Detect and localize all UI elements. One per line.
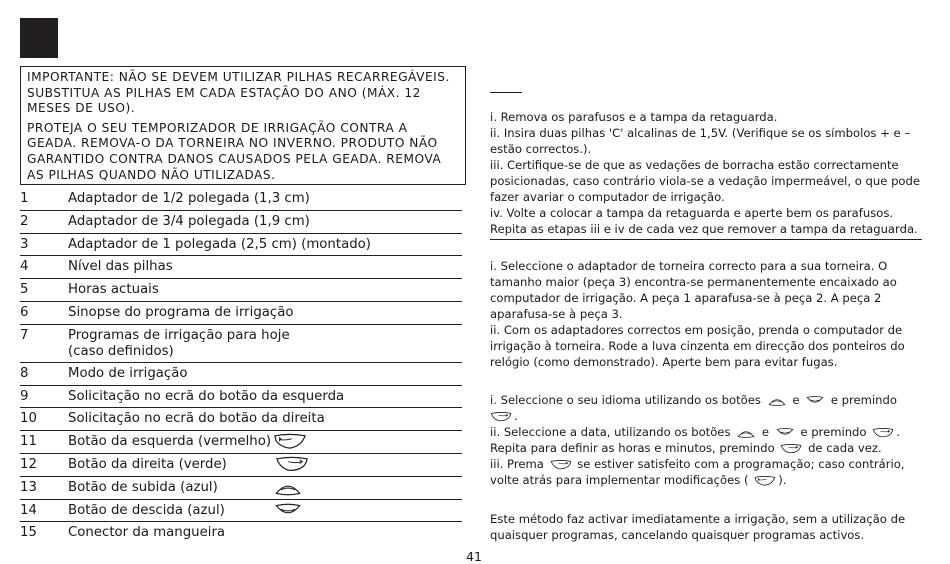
part-description-text: Solicitação no ecrã do botão da direita bbox=[68, 411, 325, 427]
left-button-icon bbox=[754, 475, 776, 487]
part-row bbox=[20, 408, 462, 431]
part-description bbox=[68, 305, 462, 321]
setup-iii-text-a: iii. Prema bbox=[490, 457, 544, 471]
part-number: 14 bbox=[20, 502, 37, 518]
part-description bbox=[68, 503, 462, 519]
setup-ii-text-f: de cada vez. bbox=[808, 441, 882, 455]
part-description bbox=[68, 328, 462, 360]
part-number: 10 bbox=[20, 411, 37, 427]
battery-step-i: i. Remova os parafusos e a tampa da retaguarda. bbox=[490, 110, 778, 124]
part-description bbox=[68, 457, 462, 473]
part-description-text: Botão de subida (azul) bbox=[68, 479, 218, 495]
section-marker-square bbox=[20, 18, 58, 58]
part-row bbox=[20, 188, 462, 211]
section-divider bbox=[490, 239, 922, 240]
part-row bbox=[20, 279, 462, 302]
adapter-step-ii: ii. Com os adaptadores correctos em posição, prenda o computador de irrigação à torneira. Rode a luva cinzenta em direcção dos ponteiros do relógio (como demonstrado). Aperte bem para evitar fugas. bbox=[490, 323, 905, 369]
setup-ii-text-e: Repita para definir as horas e minutos, premindo bbox=[490, 441, 775, 455]
part-description-text: Conector da mangueira bbox=[68, 525, 226, 541]
setup-step-iii bbox=[490, 456, 930, 488]
right-button-icon bbox=[550, 459, 572, 471]
part-description-text: Horas actuais bbox=[68, 282, 159, 298]
right-button-icon bbox=[872, 427, 894, 439]
part-description-text: Adaptador de 3/4 polegada (1,9 cm) bbox=[68, 213, 310, 229]
part-row bbox=[20, 431, 462, 454]
part-number: 4 bbox=[20, 259, 29, 275]
setup-ii-text-c: e premindo bbox=[800, 425, 867, 439]
part-description-text: Botão da direita (verde) bbox=[68, 456, 227, 472]
down-button-icon bbox=[775, 427, 795, 439]
part-description-text: Nível das pilhas bbox=[68, 259, 173, 275]
up-button-icon bbox=[736, 427, 756, 439]
setup-i-text-c: e premindo bbox=[830, 393, 897, 407]
part-row bbox=[20, 477, 462, 500]
right-button-icon bbox=[274, 456, 310, 473]
setup-step-ii bbox=[490, 424, 930, 456]
warning-frost: PROTEJA O SEU TEMPORIZADOR DE IRRIGAÇÃO CONTRA A GEADA. REMOVA-O DA TORNEIRA NO INVERNO. PRODUTO NÃO GARANTIDO CONTRA DANOS CAUSADOS PELA GEADA. REMOVA AS PILHAS QUANDO NÃO UTILIZADAS. bbox=[27, 120, 442, 182]
part-row bbox=[20, 234, 462, 257]
setup-ii-text-b: e bbox=[761, 425, 769, 439]
part-row bbox=[20, 522, 462, 545]
part-description bbox=[68, 282, 462, 298]
part-description-text: Sinopse do programa de irrigação bbox=[68, 304, 294, 320]
warning-box bbox=[20, 66, 466, 185]
part-row bbox=[20, 325, 462, 363]
part-row bbox=[20, 302, 462, 325]
part-number: 12 bbox=[20, 456, 37, 472]
down-button-icon bbox=[274, 502, 302, 520]
setup-i-text-b: e bbox=[792, 393, 800, 407]
battery-step-iii: iii. Certifique-se de que as vedações de borracha estão correctamente posicionadas, caso contrário viola-se a vedação impermeável, o que pode fazer avariar o computador de irrigação. bbox=[490, 158, 921, 204]
part-number: 3 bbox=[20, 236, 29, 252]
battery-step-iv: iv. Volte a colocar a tampa da retaguarda e aperte bem os parafusos. Repita as etapas iii e iv de cada vez que remover a tampa da retaguarda. bbox=[490, 206, 918, 236]
part-row bbox=[20, 211, 462, 234]
setup-i-text-d: . bbox=[514, 409, 518, 423]
part-description-text: Programas de irrigação para hoje (caso definidos) bbox=[68, 327, 290, 359]
part-row bbox=[20, 363, 462, 386]
adapter-step-i: i. Seleccione o adaptador de torneira correcto para a sua torneira. O tamanho maior (peça 3) encontra-se permanentemente encaixado ao computador de irrigação. A peça 1 aparafusa-se à peça 2. A peça 2 aparafusa-se à peça 3. bbox=[490, 259, 897, 321]
part-description bbox=[68, 411, 462, 427]
part-number: 8 bbox=[20, 365, 29, 381]
part-description-text: Modo de irrigação bbox=[68, 365, 188, 381]
setup-step-i bbox=[490, 392, 930, 424]
right-button-icon bbox=[780, 443, 802, 455]
part-description-text: Solicitação no ecrã do botão da esquerda bbox=[68, 388, 345, 404]
part-number: 5 bbox=[20, 282, 29, 298]
short-rule bbox=[490, 92, 522, 93]
part-number: 11 bbox=[20, 434, 37, 450]
adapter-instructions bbox=[490, 258, 930, 370]
part-description bbox=[68, 434, 462, 450]
part-description bbox=[68, 389, 462, 405]
part-description bbox=[68, 525, 462, 541]
part-description bbox=[68, 259, 462, 275]
part-description-text: Adaptador de 1/2 polegada (1,3 cm) bbox=[68, 191, 310, 206]
part-number: 2 bbox=[20, 213, 29, 229]
parts-list bbox=[20, 188, 462, 545]
part-row bbox=[20, 386, 462, 409]
part-description-text: Adaptador de 1 polegada (2,5 cm) (montado) bbox=[68, 236, 371, 252]
part-row bbox=[20, 454, 462, 477]
down-button-icon bbox=[805, 395, 825, 407]
part-row bbox=[20, 500, 462, 523]
part-description bbox=[68, 237, 462, 253]
part-number: 1 bbox=[20, 191, 29, 206]
up-button-icon bbox=[274, 479, 302, 497]
setup-instructions bbox=[490, 392, 930, 488]
part-number: 13 bbox=[20, 479, 37, 495]
up-button-icon bbox=[767, 395, 787, 407]
right-button-icon bbox=[490, 411, 512, 423]
left-button-icon bbox=[272, 433, 308, 450]
part-number: 7 bbox=[20, 327, 29, 343]
page-number: 41 bbox=[466, 549, 482, 564]
battery-step-ii: ii. Insira duas pilhas 'C' alcalinas de 1,5V. (Verifique se os símbolos + e – estão correctos.). bbox=[490, 126, 911, 156]
setup-iii-text-c: ). bbox=[778, 473, 787, 487]
part-description bbox=[68, 366, 462, 382]
part-description bbox=[68, 191, 462, 207]
part-description-text: Botão da esquerda (vermelho) bbox=[68, 434, 272, 450]
warning-batteries: IMPORTANTE: NÃO SE DEVEM UTILIZAR PILHAS RECARREGÁVEIS. SUBSTITUA AS PILHAS EM CADA ESTAÇÃO DO ANO (MÁX. 12 MESES DE USO). bbox=[27, 70, 450, 116]
part-number: 6 bbox=[20, 304, 29, 320]
setup-iii-text-b: se estiver satisfeito com a programação; caso contrário, volte atrás para implementar modificações ( bbox=[490, 457, 905, 487]
part-description-text: Botão de descida (azul) bbox=[68, 502, 225, 518]
setup-ii-text-d: . bbox=[896, 425, 900, 439]
manual-watering-section bbox=[490, 511, 930, 543]
part-number: 15 bbox=[20, 525, 37, 541]
setup-i-text-a: i. Seleccione o seu idioma utilizando os botões bbox=[490, 393, 761, 407]
setup-ii-text-a: ii. Seleccione a data, utilizando os botões bbox=[490, 425, 731, 439]
part-row bbox=[20, 256, 462, 279]
part-number: 9 bbox=[20, 388, 29, 404]
part-description bbox=[68, 214, 462, 230]
manual-watering-text: Este método faz activar imediatamente a irrigação, sem a utilização de quaisquer programas, cancelando quaisquer programas activos. bbox=[490, 512, 906, 542]
part-description bbox=[68, 480, 462, 496]
battery-instructions bbox=[490, 109, 930, 237]
